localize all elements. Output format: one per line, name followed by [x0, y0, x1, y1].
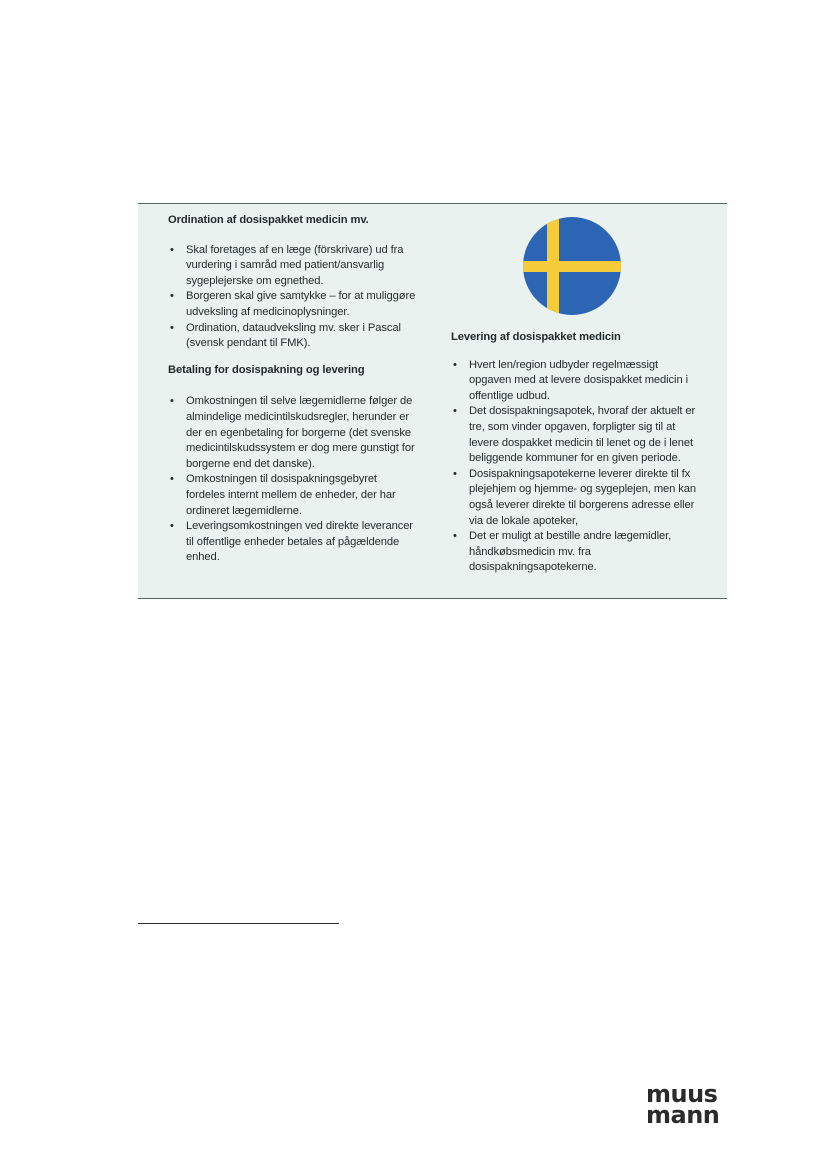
betaling-heading: Betaling for dosispakning og levering	[168, 363, 365, 376]
logo-line-1: muus	[646, 1080, 718, 1108]
list-item: • Borgeren skal give samtykke – for at muliggøre udveksling af medicinoplysninger.	[168, 289, 418, 320]
sweden-flag-icon	[523, 217, 621, 315]
ordination-heading: Ordination af dosispakket medicin mv.	[168, 214, 369, 226]
levering-list	[451, 358, 701, 576]
logo-line-2: mann	[646, 1101, 720, 1129]
list-item: • Leveringsomkostningen ved direkte leverancer til offentlige enheder betales af pågældende enhed.	[168, 519, 418, 566]
footnote-divider	[138, 923, 339, 924]
list-item: • Omkostningen til selve lægemidlerne følger de almindelige medicintilskudsregler, herunder er der en egenbetaling for borgerne (det svenske medicintilskudssystem er dog mere gunstigt for borgerne end det danske).	[168, 394, 418, 472]
list-item: • Det er muligt at bestille andre lægemidler, håndkøbsmedicin mv. fra dosispakningsapotekerne.	[451, 529, 701, 576]
ordination-list	[168, 243, 418, 352]
list-item: • Hvert len/region udbyder regelmæssigt opgaven med at levere dosispakket medicin i offentlige udbud.	[451, 358, 701, 405]
right-column	[451, 330, 701, 576]
info-box	[138, 203, 727, 599]
muusmann-logo	[646, 1080, 726, 1129]
list-item: • Skal foretages af en læge (förskrivare) ud fra vurdering i samråd med patient/ansvarlig sygeplejerske om egnethed.	[168, 243, 418, 290]
left-column	[168, 213, 418, 566]
betaling-list	[168, 394, 418, 566]
list-item: • Det dosispakningsapotek, hvoraf der aktuelt er tre, som vinder opgaven, forpligter sig til at levere dospakket medicin til lenet og de i lenet beliggende kommuner for en given periode.	[451, 404, 701, 466]
list-item: • Ordination, dataudveksling mv. sker i Pascal (svensk pendant til FMK).	[168, 321, 418, 352]
list-item: • Dosispakningsapotekerne leverer direkte til fx plejehjem og hjemme- og sygeplejen, men kan også leverer direkte til borgerens adresse eller via de lokale apoteker,	[451, 467, 701, 529]
list-item: • Omkostningen til dosispakningsgebyret fordeles internt mellem de enheder, der har ordineret lægemidlerne.	[168, 472, 418, 519]
levering-heading: Levering af dosispakket medicin	[451, 331, 621, 343]
